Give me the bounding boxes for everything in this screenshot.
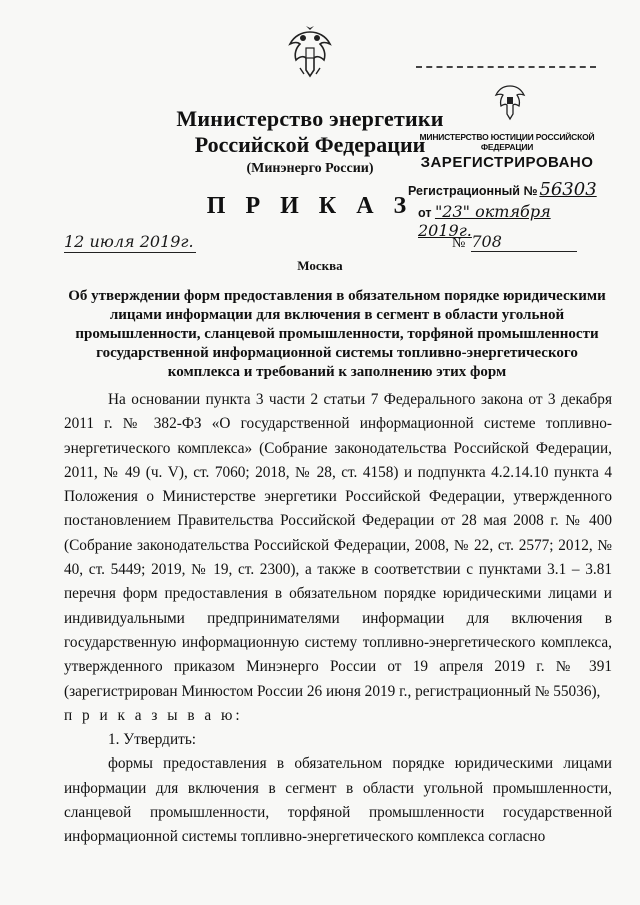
city-label: Москва — [297, 258, 343, 273]
body-paragraph-basis: На основании пункта 3 части 2 статьи 7 Федерального закона от 3 декабря 2011 г. № 382-ФЗ «О государственной информационной системе топливно-энергетического комплекса» (Собрание законодательства Российской Федерации, 2011, № 49 (ч. V), ст. 7060; 2018, № 28, ст. 4158) и подпункта 4.2.14.10 пункта 4 Положения о Министерстве энергетики Российской Федерации, утвержденного постановлением Правительства Российской Федерации от 28 мая 2008 г. № 400 (Собрание законодательства Российской Федерации, 2008, № 22, ст. 2577; 2012, № 40, ст. 5449; 2019, № 19, ст. 2300), а также в соответствии с пунктами 3.1 – 3.81 перечня форм предоставления в обязательном порядке юридическими лицами и индивидуальными предпринимателями информации для включения в государственную информационную систему топливно-энергетического комплекса, утвержденного приказом Минэнерго России от 19 апреля 2019 г. № 391 (зарегистрирован Минюстом России 26 июня 2019 г., регистрационный № 55036), — [64, 391, 612, 700]
order-date: 12 июля 2019г. — [64, 232, 196, 253]
registration-stamp — [408, 62, 606, 240]
coat-of-arms-icon — [286, 24, 334, 80]
number-label: № — [452, 236, 466, 251]
document-type-heading: П Р И К А З — [206, 193, 414, 219]
stamp-reg-number — [408, 179, 597, 200]
ministry-name-line1: Министерство энергетики — [176, 106, 444, 131]
stamp-date-value: "23" октября 2019г. — [418, 202, 551, 240]
stamp-status: ЗАРЕГИСТРИРОВАНО — [420, 154, 594, 171]
document-body — [64, 388, 612, 850]
ministry-short-name: (Минэнерго России) — [246, 161, 374, 176]
body-item-1: 1. Утвердить: — [108, 731, 197, 749]
ministry-name-line2: Российской Федерации — [194, 132, 426, 157]
stamp-emblem-icon — [494, 82, 526, 122]
stamp-reg-label: Регистрационный № — [408, 184, 538, 198]
number-value: 708 — [471, 232, 577, 252]
stamp-date — [418, 202, 606, 240]
stamp-organization: МИНИСТЕРСТВО ЮСТИЦИИ РОССИЙСКОЙ ФЕДЕРАЦИИ — [419, 132, 595, 152]
stamp-reg-value: 56303 — [539, 179, 597, 200]
document-title: Об утверждении форм предоставления в обязательном порядке юридическими лицами информации для включения в сегмент в области угольной промышленности, сланцевой промышленности, торфяной промышленности государственной информационной системы топливно-энергетического комплекса и требований к заполнению этих форм — [68, 288, 606, 380]
stamp-date-label: от — [418, 206, 432, 220]
body-prikazyvayu: п р и к а з ы в а ю: — [64, 706, 243, 724]
body-paragraph-forms: формы предоставления в обязательном порядке юридическими лицами информации для включения в сегмент в области угольной промышленности, сланцевой промышленности, торфяной промышленности государственной информационной системы топливно-энергетического комплекса согласно — [64, 755, 612, 846]
stamp-dashed-border — [416, 66, 596, 80]
